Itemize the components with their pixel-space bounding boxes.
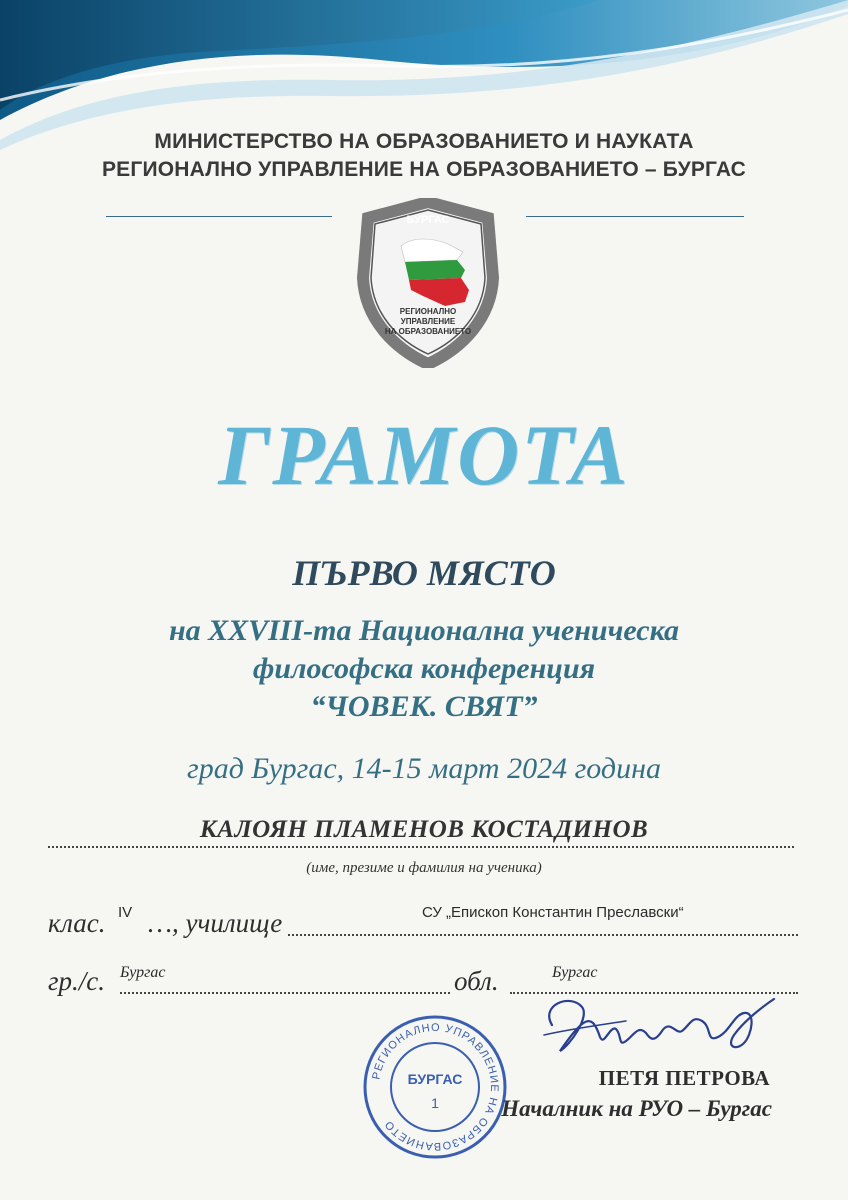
emblem-text-line2: УПРАВЛЕНИЕ [400, 317, 456, 326]
stamp-center-text: БУРГАС [407, 1071, 463, 1087]
stamp-ring-text: РЕГИОНАЛНО УПРАВЛЕНИЕ НА ОБРАЗОВАНИЕТО [370, 1021, 501, 1153]
town-value: Бургас [120, 964, 166, 981]
school-dotted-line [288, 934, 798, 936]
region-label: обл. [454, 966, 499, 996]
emblem-top-text: БУРГАС [406, 214, 450, 226]
school-label: …, училище [148, 908, 283, 938]
class-label: клас. [48, 908, 106, 938]
class-value: IV [118, 904, 133, 921]
header-rule-left [106, 216, 332, 217]
conference-description [0, 612, 848, 726]
stamp-number: 1 [431, 1095, 439, 1111]
header-rule-right [526, 216, 744, 217]
conference-line-2: философска конференция [252, 652, 596, 685]
conference-line-3: “ЧОВЕК. СВЯТ” [310, 690, 538, 723]
emblem-text-line3: НА ОБРАЗОВАНИЕТО [384, 327, 472, 336]
emblem-text-line1: РЕГИОНАЛНО [399, 307, 457, 316]
town-label: гр./с. [48, 966, 106, 996]
school-value: СУ „Епископ Константин Преславски“ [422, 904, 684, 921]
class-school-row [48, 904, 798, 944]
signer-position: Началник на РУО – Бургас [501, 1096, 772, 1121]
city-and-date: град Бургас, 14-15 март 2024 година [187, 752, 661, 785]
recipient-name: КАЛОЯН ПЛАМЕНОВ КОСТАДИНОВ [199, 816, 649, 843]
award-place: ПЪРВО МЯСТО [292, 553, 556, 593]
ministry-header [0, 128, 848, 184]
conference-line-1: на XXVIII-та Национална ученическа [168, 614, 680, 647]
town-dotted-line [120, 992, 450, 994]
regional-office-name: РЕГИОНАЛНО УПРАВЛЕНИЕ НА ОБРАЗОВАНИЕТО – БУРГАС [101, 158, 747, 181]
signer-name: ПЕТЯ ПЕТРОВА [598, 1066, 770, 1090]
handwritten-signature [530, 985, 790, 1075]
certificate-title: ГРАМОТА [218, 407, 630, 503]
rio-burgas-shield-logo [353, 198, 503, 368]
recipient-name-hint: (име, презиме и фамилия на ученика) [306, 860, 542, 876]
region-value: Бургас [552, 964, 598, 981]
name-dotted-line [48, 846, 794, 848]
ministry-name: МИНИСТЕРСТВО НА ОБРАЗОВАНИЕТО И НАУКАТА [154, 130, 694, 153]
